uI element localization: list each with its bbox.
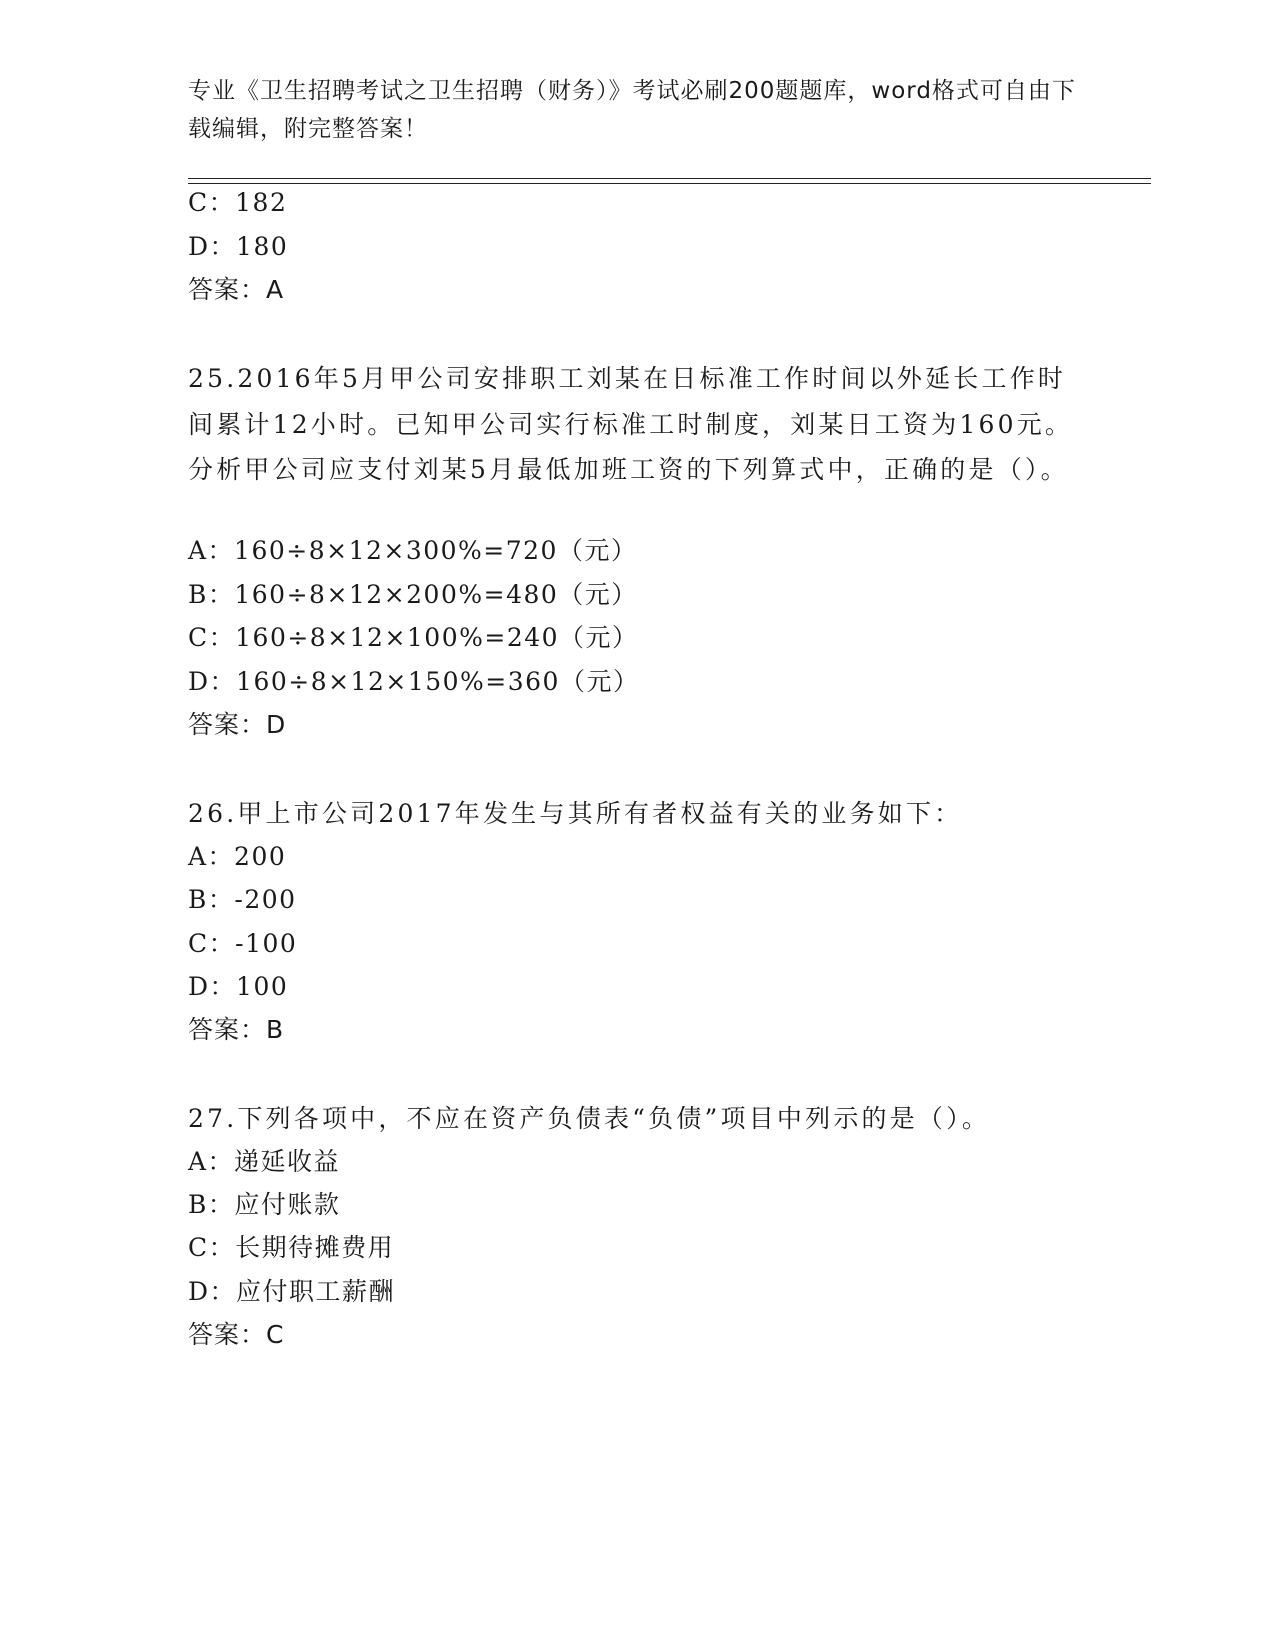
header-divider (188, 178, 1151, 179)
question-27-option-a: A：递延收益 (188, 1147, 341, 1176)
question-27-answer: 答案：C (188, 1320, 285, 1349)
option-d: D：180 (188, 232, 289, 261)
question-25-text: 25.2016年5月甲公司安排职工刘某在日标准工作时间以外延长工作时间累计12小时。已知甲公司实行标准工时制度，刘某日工资为160元。分析甲公司应支付刘某5月最低加班工资的下列算式中，正确的是（）。 (188, 364, 1074, 484)
question-27-option-c: C：长期待摊费用 (188, 1233, 395, 1262)
question-26-option-d: D：100 (188, 972, 289, 1001)
question-25-option-b: B：160÷8×12×200%=480（元） (188, 580, 638, 609)
question-26-option-b: B：-200 (188, 885, 297, 914)
question-25-option-c: C：160÷8×12×100%=240（元） (188, 623, 639, 652)
question-26-option-a: A：200 (188, 842, 287, 871)
question-25-answer: 答案：D (188, 710, 287, 739)
option-c: C：182 (188, 188, 288, 217)
question-26-answer: 答案：B (188, 1015, 285, 1044)
question-27-option-d: D：应付职工薪酬 (188, 1277, 396, 1306)
question-25-option-d: D：160÷8×12×150%=360（元） (188, 667, 640, 696)
document-header: 专业《卫生招聘考试之卫生招聘（财务）》考试必刷200题题库，word格式可自由下载编辑，附完整答案！ (188, 78, 1076, 142)
answer-line: 答案：A (188, 275, 285, 304)
header-divider-thin (188, 183, 1151, 184)
question-27-text: 27.下列各项中，不应在资产负债表“负债”项目中列示的是（）。 (188, 1104, 991, 1133)
question-25-option-a: A：160÷8×12×300%=720（元） (188, 536, 638, 565)
question-27-option-b: B：应付账款 (188, 1190, 341, 1219)
question-26-text: 26.甲上市公司2017年发生与其所有者权益有关的业务如下： (188, 799, 963, 828)
question-26-option-c: C：-100 (188, 929, 298, 958)
